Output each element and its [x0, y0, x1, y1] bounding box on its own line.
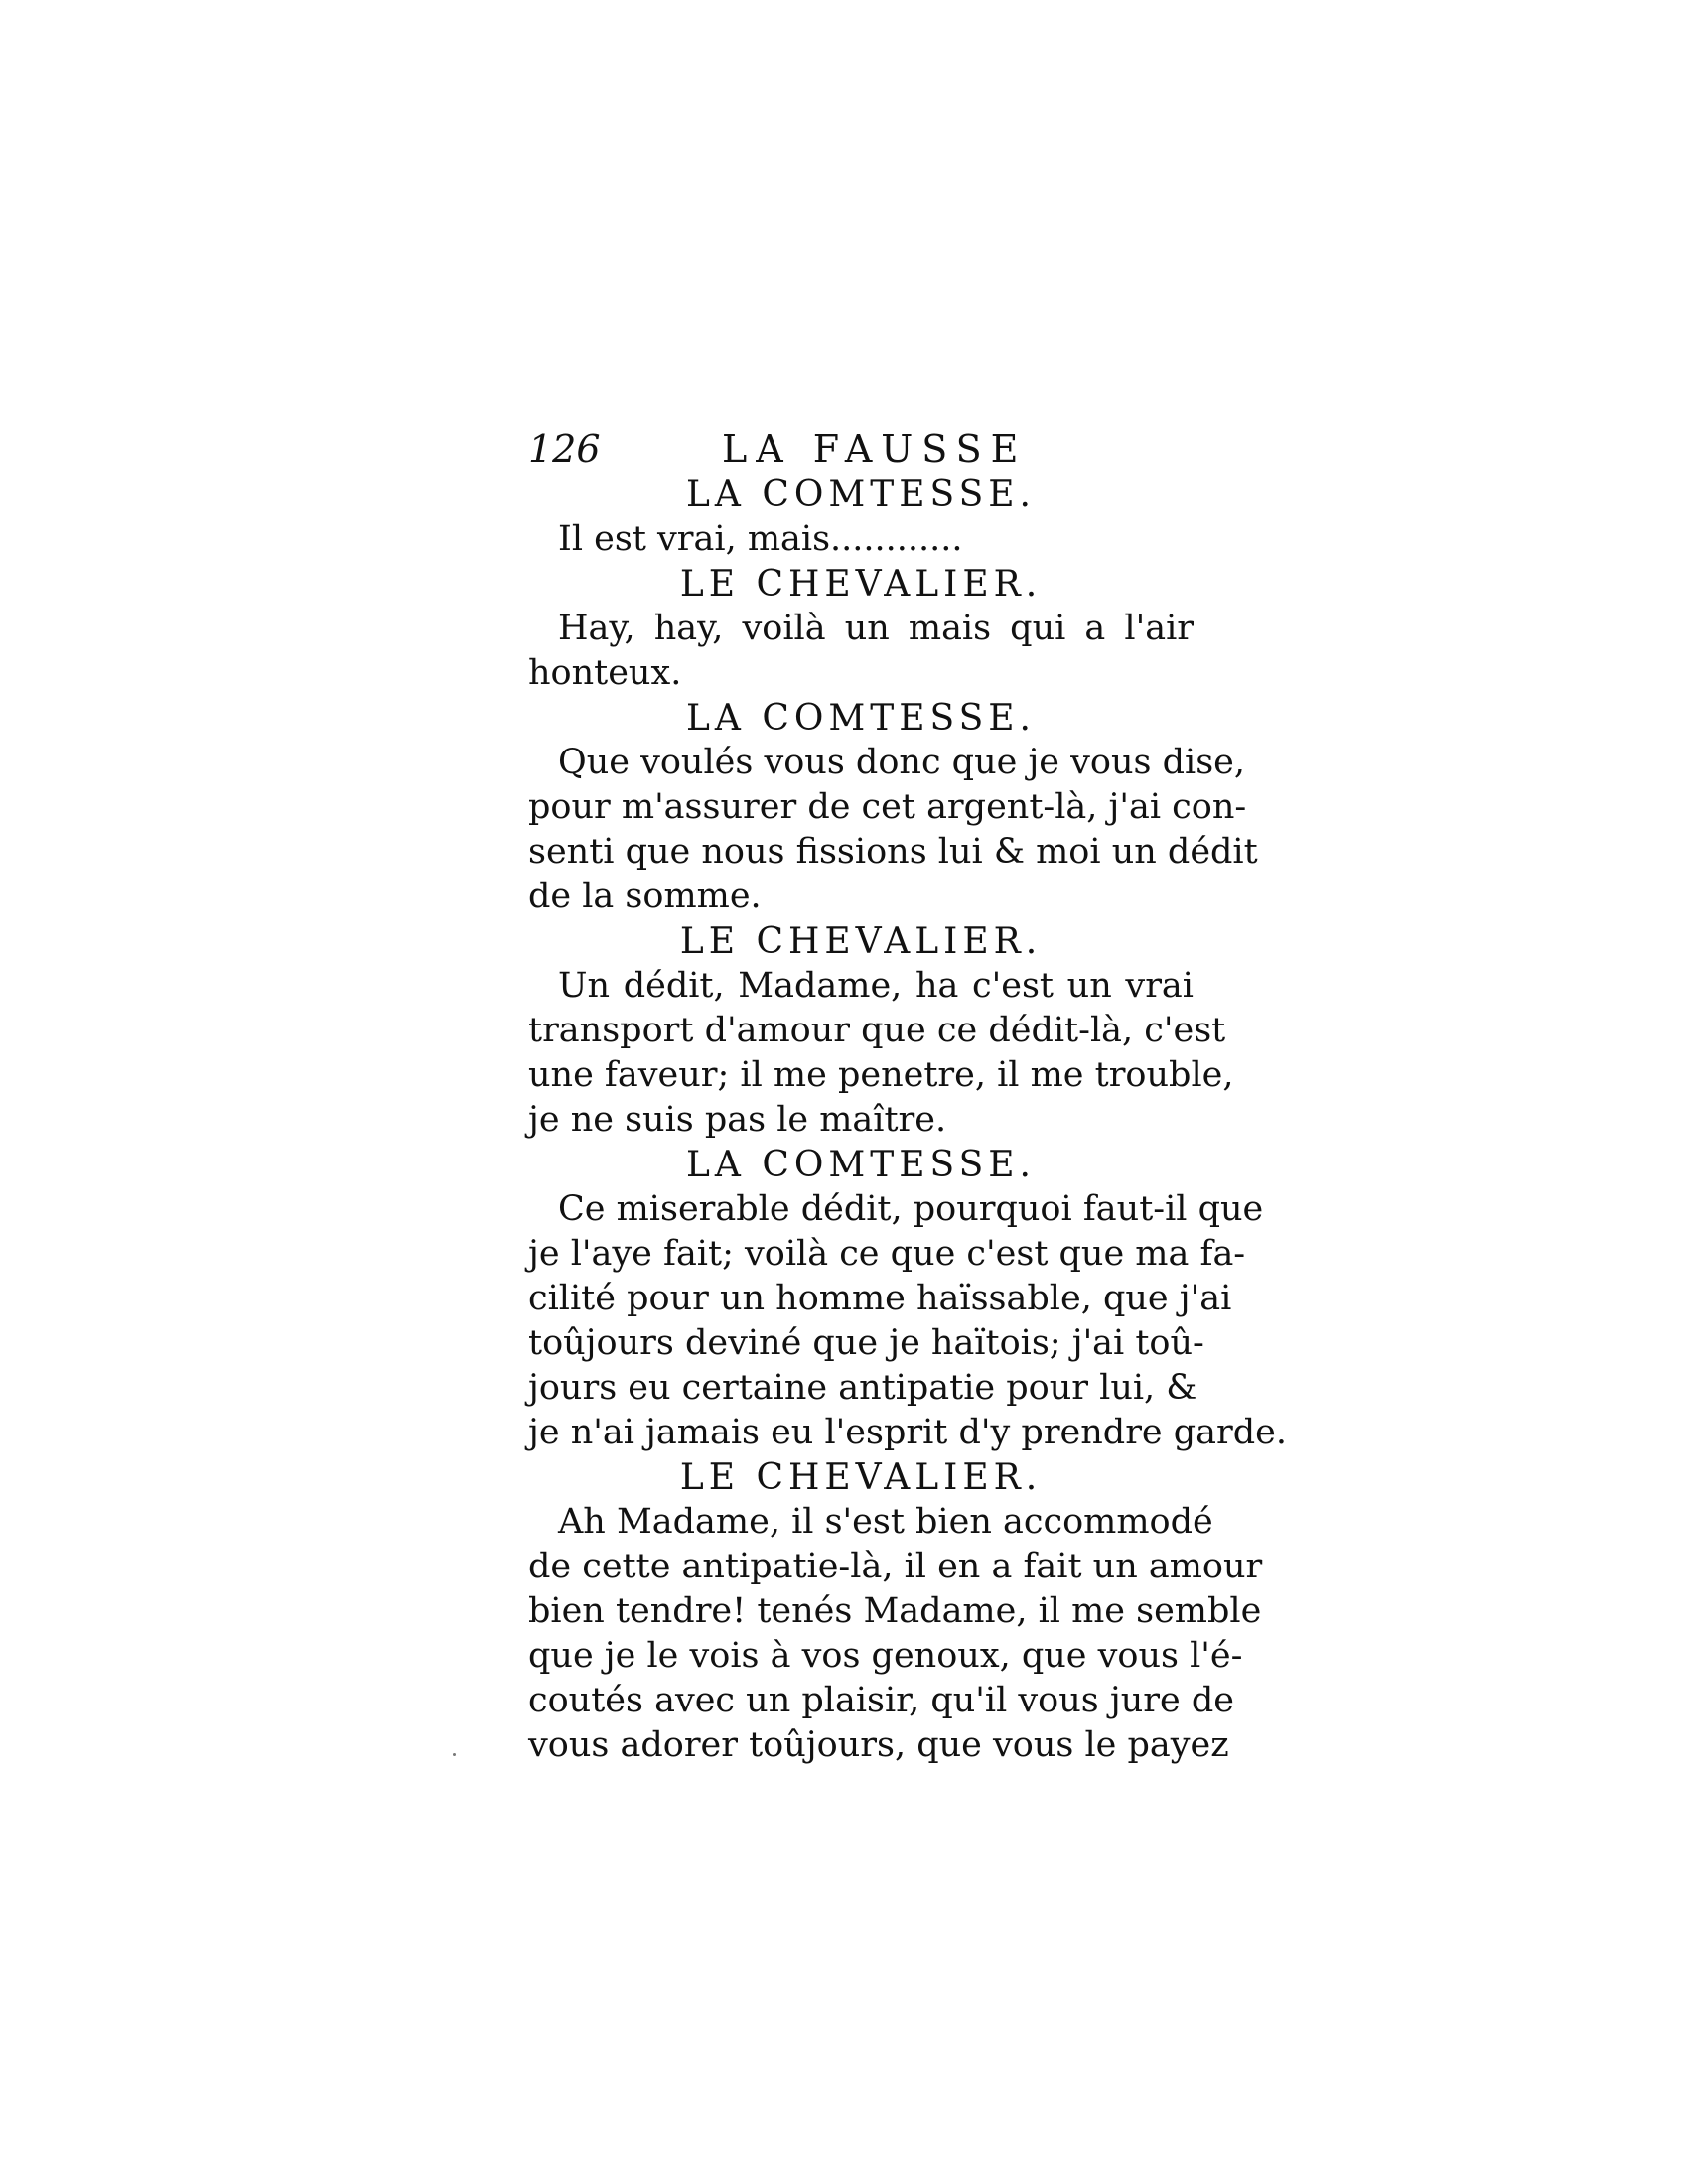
- text-block: [528, 425, 1288, 1768]
- speech: [528, 1187, 1288, 1455]
- speech-line: vous adorer toûjours, que vous le payez: [528, 1725, 1229, 1765]
- speech-line: Que voulés vous donc que je vous dise,: [558, 743, 1246, 782]
- speaker-name: LE CHEVALIER.: [679, 921, 1043, 962]
- speech: [528, 607, 1194, 696]
- speech-line: Ah Madame, il s'est bien accommodé: [558, 1502, 1213, 1542]
- page-header: [528, 425, 1194, 473]
- speaker-name: LA COMTESSE.: [686, 698, 1036, 739]
- speech-line: que je le vois à vos genoux, que vous l'é-: [528, 1636, 1243, 1676]
- speech-line: cilité pour un homme haïssable, que j'ai: [528, 1279, 1232, 1318]
- speech-line: je n'ai jamais eu l'esprit d'y prendre garde.: [528, 1413, 1288, 1452]
- speaker-name: LA COMTESSE.: [686, 475, 1036, 515]
- speech-line: jours eu certaine antipatie pour lui, &: [528, 1368, 1197, 1408]
- speech-line: Il est vrai, mais............: [558, 519, 963, 559]
- speaker-name: LE CHEVALIER.: [679, 1457, 1043, 1498]
- speech: [528, 741, 1258, 919]
- speech-line: pour m'assurer de cet argent-là, j'ai con-: [528, 787, 1247, 827]
- speech: [528, 964, 1234, 1143]
- speech-line: je l'aye fait; voilà ce que c'est que ma fa-: [528, 1234, 1246, 1274]
- speech-line: de la somme.: [528, 877, 762, 916]
- scan-speck: [453, 1753, 456, 1756]
- speaker-name: LE CHEVALIER.: [679, 564, 1043, 605]
- speech-line: coutés avec un plaisir, qu'il vous jure de: [528, 1681, 1234, 1720]
- speech-line: transport d'amour que ce dédit-là, c'est: [528, 1011, 1226, 1050]
- speech-line: bien tendre! tenés Madame, il me semble: [528, 1591, 1262, 1631]
- speech-line: de cette antipatie-là, il en a fait un amour: [528, 1547, 1263, 1586]
- speech-line: Hay, hay, voilà un mais qui a l'air: [558, 609, 1194, 648]
- speech-line: toûjours deviné que je haïtois; j'ai toû-: [528, 1323, 1204, 1363]
- speech: [528, 517, 1194, 562]
- speech-line: Ce miserable dédit, pourquoi faut-il que: [558, 1189, 1264, 1229]
- running-title: LA FAUSSE: [722, 427, 1028, 471]
- page-number: 126: [528, 427, 601, 471]
- speech-line: senti que nous fissions lui & moi un dédit: [528, 832, 1258, 872]
- speech-line: Un dédit, Madame, ha c'est un vrai: [558, 966, 1194, 1006]
- speech: [528, 1500, 1263, 1768]
- speech-line: je ne suis pas le maître.: [528, 1100, 947, 1140]
- speech-line: une faveur; il me penetre, il me trouble,: [528, 1055, 1234, 1095]
- speech-line: honteux.: [528, 653, 682, 693]
- speaker-name: LA COMTESSE.: [686, 1145, 1036, 1185]
